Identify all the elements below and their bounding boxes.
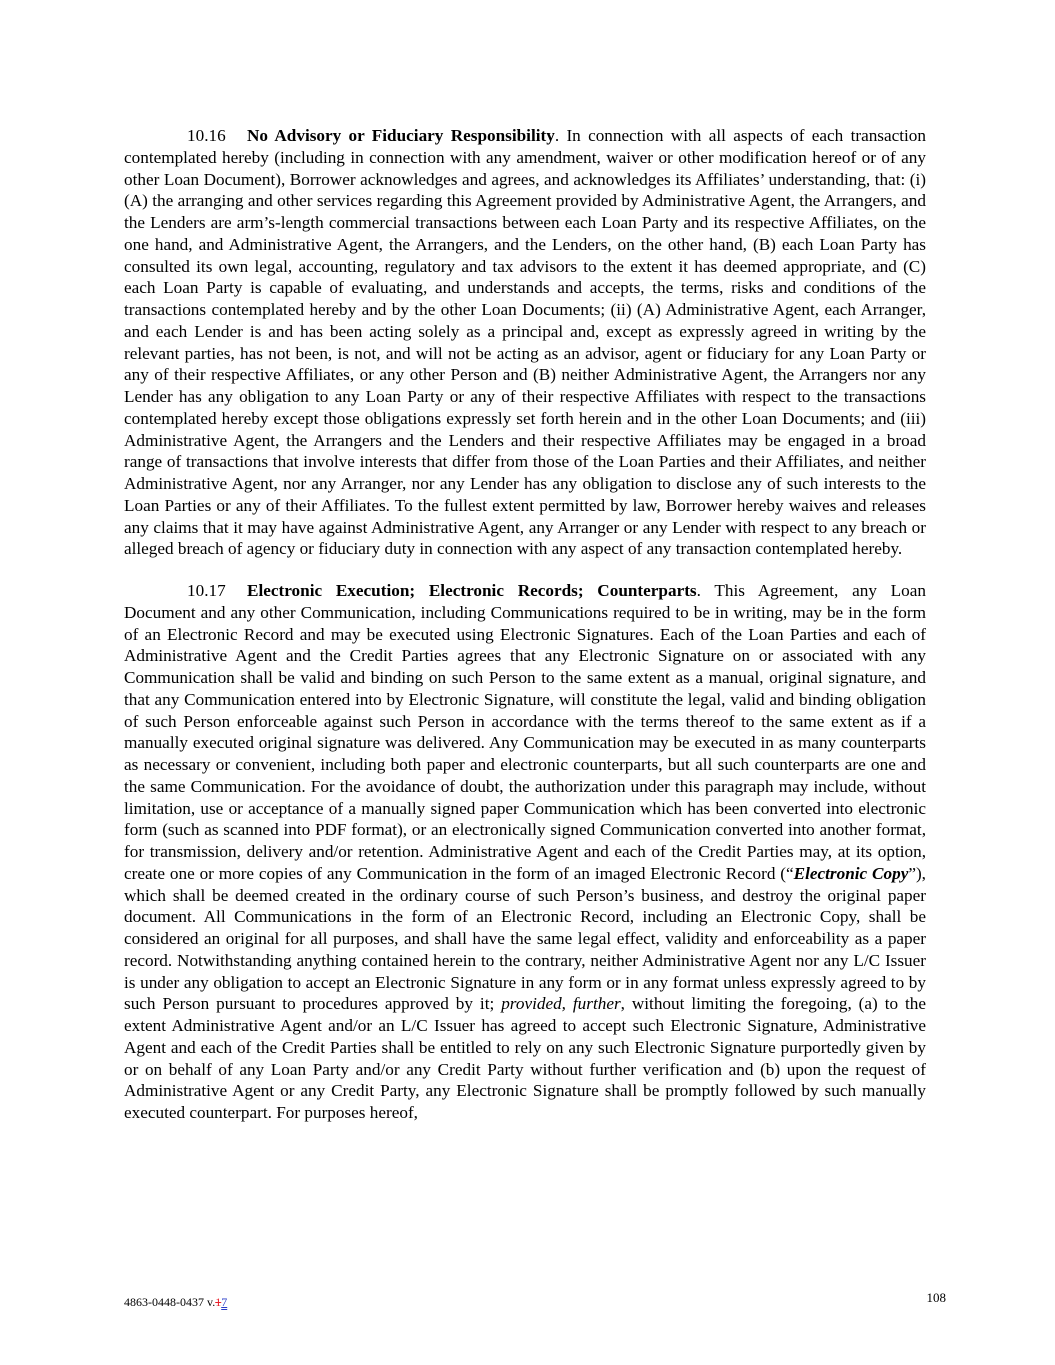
section-body: . In connection with all aspects of each transaction contemplated hereby (including in connection with any amendment, waiver or other modification hereof or of any other Loan Document), Borrower acknowledges and agrees, and acknowledges its Affiliates’ understanding, that: (i)(A) the arranging and other services regarding this Agreement provided by Administrative Agent, the Arrangers, and the Lenders are arm’s-length commercial transactions between each Loan Party and its respective Affiliates, on the one hand, and Administrative Agent, the Arrangers, and the Lenders, on the other hand, (B) each Loan Party has consulted its own legal, accounting, regulatory and tax advisors to the extent it has deemed appropriate, and (C) each Loan Party is capable of evaluating, and understands and accepts, the terms, risks and conditions of the transactions contemplated hereby and by the other Loan Documents; (ii) (A) Administrative Agent, each Arranger, and each Lender is and has been acting solely as a principal and, except as expressly agreed in writing by the relevant parties, has not been, is not, and will not be acting as an advisor, agent or fiduciary for any Loan Party or any of their respective Affiliates, or any other Person and (B) neither Administrative Agent, the Arrangers nor any Lender has any obligation to any Loan Party or any of their respective Affiliates with respect to the transactions contemplated hereby except those obligations expressly set forth herein and in the other Loan Documents; and (iii) Administrative Agent, the Arrangers and the Lenders and their respective Affiliates may be engaged in a broad range of transactions that involve interests that differ from those of the Loan Parties and their Affiliates, and neither Administrative Agent, nor any Arranger, nor any Lender has any obligation to disclose any of such interests to the Loan Parties or any of their Affiliates. To the fullest extent permitted by law, Borrower hereby waives and releases any claims that it may have against Administrative Agent, any Arranger or any Lender with respect to any breach or alleged breach of agency or fiduciary duty in connection with any aspect of any transaction contemplated hereby. [124,126,926,559]
section-number: 10.17 [187,581,226,600]
section-10-16 [124,125,926,560]
document-page [124,125,926,1124]
proviso-text: provided, further [501,994,621,1014]
section-heading: No Advisory or Fiduciary Responsibility [247,126,555,145]
section-10-17 [124,580,926,1124]
section-body-part-2: ”), which shall be deemed created in the ordinary course of such Person’s business, and destroy the original paper document. All Communications in the form of an Electronic Record, including an Electronic Copy, shall be considered an original for all purposes, and shall have the same legal effect, validity and enforceability as a paper record. Notwithstanding anything contained herein to the contrary, neither Administrative Agent nor any L/C Issuer is under any obligation to accept an Electronic Signature in any form or in any format unless expressly agreed to by such Person pursuant to procedures approved by it; [124,863,926,1014]
document-id [124,1295,227,1309]
version-deleted: 1 [215,1295,222,1309]
section-number: 10.16 [187,126,226,145]
section-body-part-1: . This Agreement, any Loan Document and any other Communication, including Communications required to be in writing, may be in the form of an Electronic Record and may be executed using Electronic Signatures. Each of the Loan Parties and each of Administrative Agent and the Credit Parties agrees that any Electronic Signature on or associated with any Communication shall be valid and binding on such Person to the same extent as a manual, original signature, and that any Communication entered into by Electronic Signature, will constitute the legal, valid and binding obligation of such Person enforceable against such Person in accordance with the terms thereof to the same extent as if a manually executed original signature was delivered. Any Communication may be executed in as many counterparts as necessary or convenient, including both paper and electronic counterparts, but all such counterparts are one and the same Communication. For the avoidance of doubt, the authorization under this paragraph may include, without limitation, use or acceptance of a manually signed paper Communication which has been converted into electronic form (such as scanned into PDF format), or an electronically signed Communication converted into another format, for transmission, delivery and/or retention. Administrative Agent and each of the Credit Parties may, at its option, create one or more copies of any Communication in the form of an imaged Electronic Record (“ [124,581,926,883]
defined-term: Electronic Copy [793,863,909,883]
version-inserted: 7 [221,1295,228,1309]
document-id-text: 4863-0448-0437 v. [124,1295,216,1309]
section-body-part-3: , without limiting the foregoing, (a) to the extent Administrative Agent and/or an L/C Issuer has agreed to accept such Electronic Signature, Administrative Agent and each of the Credit Parties shall be entitled to rely on any such Electronic Signature purportedly given by or on behalf of any Loan Party and/or any Credit Party without further verification and (b) upon the request of Administrative Agent or any Credit Party, any Electronic Signature shall be promptly followed by such manually executed counterpart. For purposes hereof, [124,994,926,1122]
section-heading: Electronic Execution; Electronic Records; Counterparts [247,581,697,600]
page-number: 108 [926,1290,946,1305]
